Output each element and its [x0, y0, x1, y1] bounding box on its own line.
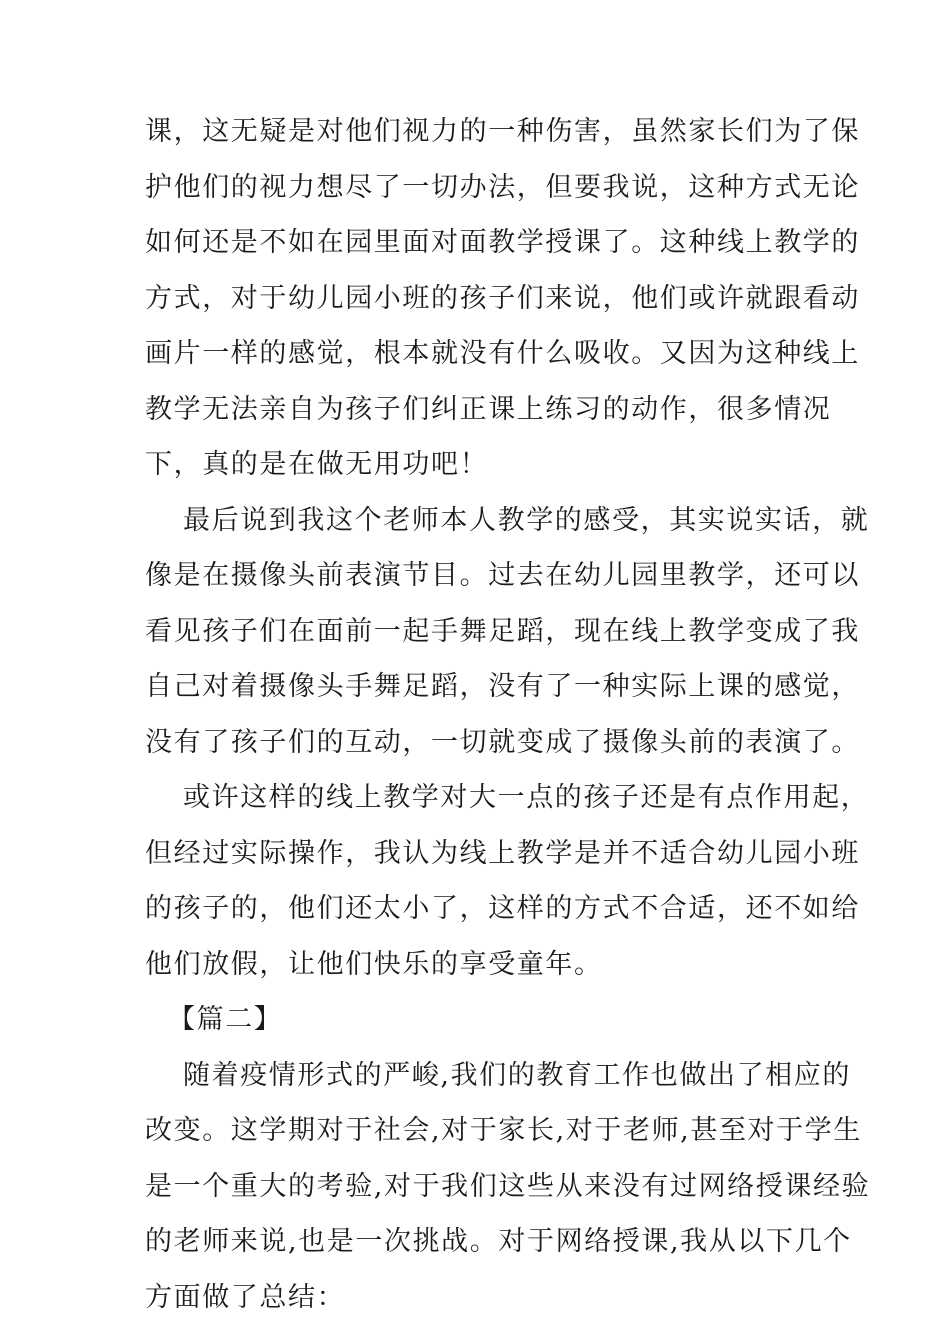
text-line: 改变。这学期对于社会,对于家长,对于老师,甚至对于学生 — [145, 1115, 862, 1146]
text-line: 下，真的是在做无用功吧！ — [145, 449, 489, 480]
text-line: 像是在摄像头前表演节目。过去在幼儿园里教学，还可以 — [145, 560, 860, 591]
text-line: 护他们的视力想尽了一切办法，但要我说，这种方式无论 — [145, 171, 860, 203]
text-line: 如何还是不如在园里面对面教学授课了。这种线上教学的 — [145, 227, 860, 258]
text-line: 的老师来说,也是一次挑战。对于网络授课,我从以下几个 — [145, 1226, 852, 1257]
text-line: 没有了孩子们的互动，一切就变成了摄像头前的表演了。 — [145, 726, 860, 758]
text-line: 他们放假，让他们快乐的享受童年。 — [145, 948, 603, 980]
text-line: 自己对着摄像头手舞足蹈，没有了一种实际上课的感觉， — [145, 671, 860, 702]
text-line: 课，这无疑是对他们视力的一种伤害，虽然家长们为了保 — [145, 116, 860, 147]
paragraph-first-line: 或许这样的线上教学对大一点的孩子还是有点作用起， — [183, 782, 870, 813]
section-heading: 【篇二】 — [168, 1004, 283, 1035]
paragraph-first-line: 最后说到我这个老师本人教学的感受，其实说实话，就 — [183, 504, 870, 536]
text-line: 是一个重大的考验,对于我们这些从来没有过网络授课经验 — [145, 1170, 871, 1202]
text-line: 看见孩子们在面前一起手舞足蹈，现在线上教学变成了我 — [145, 615, 860, 647]
text-line: 方式，对于幼儿园小班的孩子们来说，他们或许就跟看动 — [145, 282, 860, 314]
text-line: 方面做了总结： — [145, 1281, 346, 1313]
text-line: 的孩子的，他们还太小了，这样的方式不合适，还不如给 — [145, 893, 860, 924]
text-line: 但经过实际操作，我认为线上教学是并不适合幼儿园小班 — [145, 837, 860, 869]
text-line: 教学无法亲自为孩子们纠正课上练习的动作，很多情况 — [145, 393, 832, 425]
paragraph-first-line: 随着疫情形式的严峻,我们的教育工作也做出了相应的 — [183, 1059, 851, 1091]
text-line: 画片一样的感觉，根本就没有什么吸收。又因为这种线上 — [145, 338, 860, 369]
